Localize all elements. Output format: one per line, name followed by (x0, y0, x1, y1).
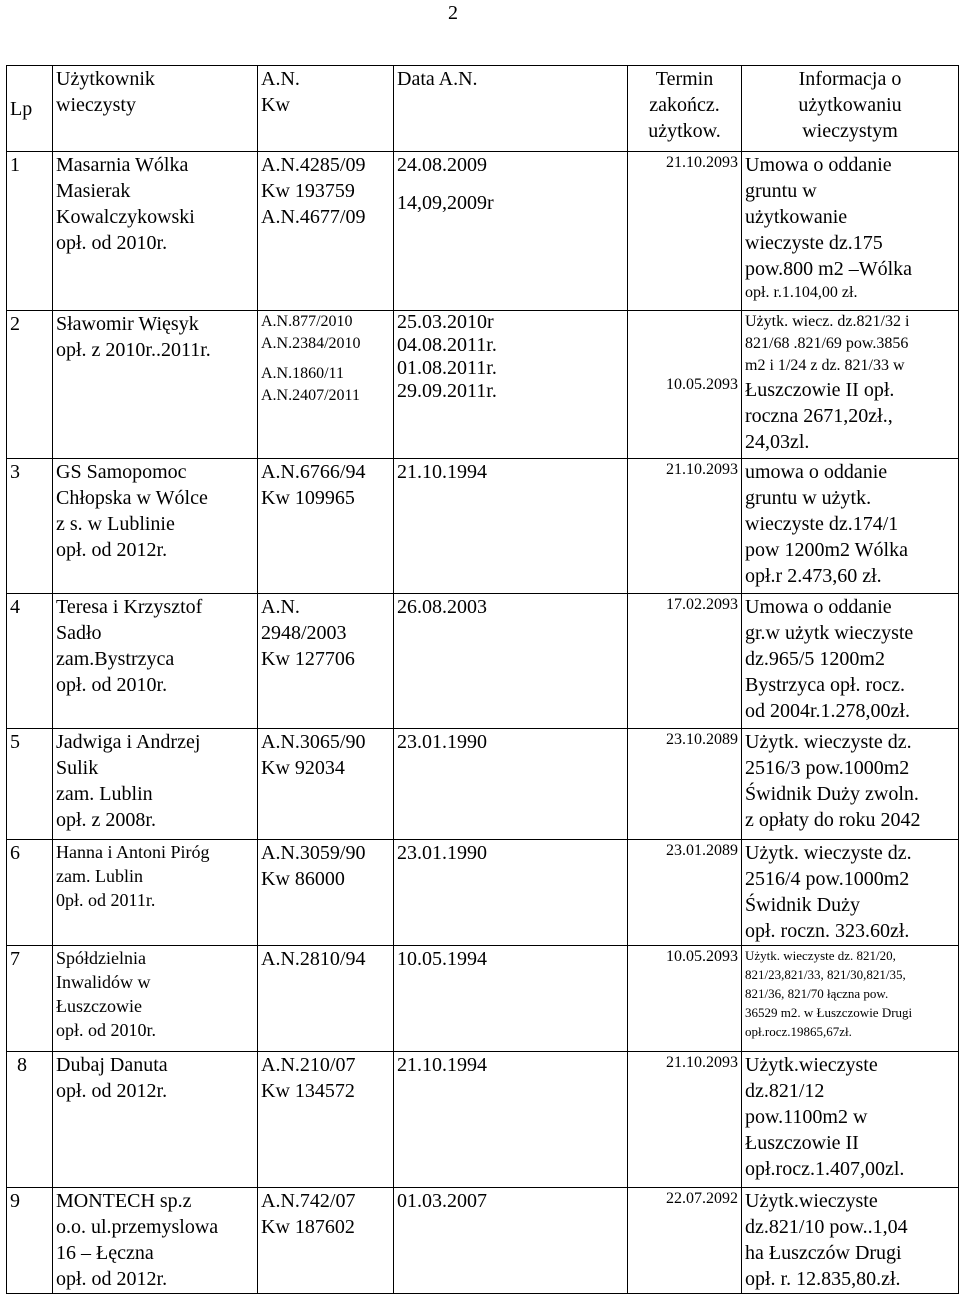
cell-date-line: 01.03.2007 (397, 1190, 487, 1212)
cell-date-line: 21.10.1994 (397, 461, 487, 483)
cell-user-line: opł. z 2010r..2011r. (56, 339, 211, 361)
cell-user (53, 946, 258, 1052)
cell-info-line: Łuszczowie II opł. (745, 379, 895, 401)
cell-date-line: 29.09.2011r. (397, 380, 497, 402)
cell-info-line: pow 1200m2 Wólka (745, 539, 908, 561)
cell-info (742, 1188, 959, 1294)
header-an (258, 66, 394, 152)
cell-info-line: 2516/4 pow.1000m2 (745, 868, 910, 890)
cell-info-line: 2516/3 pow.1000m2 (745, 757, 910, 779)
cell-term (628, 1052, 742, 1188)
cell-info-line: Użytk. wieczyste dz. (745, 731, 912, 753)
cell-user-line: zam. Lublin (56, 783, 153, 805)
cell-an (258, 459, 394, 594)
cell-term (628, 1188, 742, 1294)
cell-term (628, 840, 742, 946)
cell-date-line: 01.08.2011r. (397, 357, 497, 379)
header-info-line: wieczystym (802, 120, 898, 142)
cell-user-line: Sulik (56, 757, 99, 779)
cell-an-line: Kw 92034 (261, 757, 345, 779)
cell-term-line: 10.05.2093 (666, 948, 738, 965)
cell-info (742, 594, 959, 729)
cell-an-line: Kw 187602 (261, 1216, 355, 1238)
cell-an-line: A.N. (261, 596, 300, 618)
cell-user (53, 840, 258, 946)
cell-term (628, 311, 742, 459)
cell-user (53, 1052, 258, 1188)
cell-an-line: A.N.3065/90 (261, 731, 366, 753)
cell-an (258, 946, 394, 1052)
cell-lp: 7 (7, 946, 53, 1052)
cell-info (742, 311, 959, 459)
cell-an-line: A.N.4677/09 (261, 206, 366, 228)
cell-an-line: Kw 109965 (261, 487, 355, 509)
header-info (742, 66, 959, 152)
header-user-line: Użytkownik (56, 68, 155, 90)
header-term-line: Termin (655, 68, 714, 90)
cell-an-line: Kw 127706 (261, 648, 355, 670)
cell-an (258, 311, 394, 459)
cell-info-line: Umowa o oddanie (745, 596, 892, 618)
cell-an-line: A.N.2407/2011 (261, 387, 360, 404)
cell-user (53, 594, 258, 729)
cell-info-line: gr.w użytk wieczyste (745, 622, 914, 644)
cell-user (53, 152, 258, 311)
cell-date-line: 21.10.1994 (397, 1054, 487, 1076)
cell-date (394, 459, 628, 594)
cell-info-line: użytkowanie (745, 206, 848, 228)
header-info-line: Informacja o (798, 68, 902, 90)
cell-info-line: Użytk. wieczyste dz. 821/20, (745, 948, 896, 963)
cell-lp: 8 (7, 1052, 53, 1188)
cell-lp: 3 (7, 459, 53, 594)
cell-term-line: 21.10.2093 (666, 154, 738, 171)
cell-lp: 2 (7, 311, 53, 459)
cell-user (53, 1188, 258, 1294)
header-term-line: zakończ. (649, 94, 720, 116)
cell-user-line: Teresa i Krzysztof (56, 596, 203, 618)
cell-date-line: 26.08.2003 (397, 596, 487, 618)
cell-info-line: gruntu w użytk. (745, 487, 872, 509)
cell-info-line: opł. roczn. 323.60zł. (745, 920, 910, 942)
cell-date (394, 1052, 628, 1188)
cell-user-line: Jadwiga i Andrzej (56, 731, 201, 753)
cell-info-line: pow.800 m2 –Wólka (745, 258, 913, 280)
cell-user-line: Masierak (56, 180, 131, 202)
cell-date-line: 24.08.2009 (397, 154, 487, 176)
cell-info-line: dz.821/10 pow..1,04 (745, 1216, 908, 1238)
cell-user-line: opł. od 2012r. (56, 1268, 168, 1290)
cell-user-line: opł. od 2010r. (56, 232, 168, 254)
cell-an-line: A.N.210/07 (261, 1054, 356, 1076)
header-an-line: Kw (261, 94, 290, 116)
header-info-line: użytkowaniu (798, 94, 902, 116)
table-row (7, 729, 959, 840)
cell-info-line: roczna 2671,20zł., (745, 405, 893, 427)
cell-info-line: Umowa o oddanie (745, 154, 892, 176)
cell-user-line: Hanna i Antoni Piróg (56, 842, 210, 862)
cell-user-line: Kowalczykowski (56, 206, 195, 228)
land-use-table (6, 65, 959, 1294)
cell-info-line: opł.rocz.19865,67zł. (745, 1024, 852, 1039)
cell-info-line: z opłaty do roku 2042 (745, 809, 921, 831)
cell-info-line: opł. r.1.104,00 zł. (745, 284, 858, 301)
cell-user-line: opł. od 2010r. (56, 1020, 157, 1040)
cell-info-line: wieczyste dz.174/1 (745, 513, 899, 535)
cell-lp: 6 (7, 840, 53, 946)
cell-info-line: opł.rocz.1.407,00zl. (745, 1158, 905, 1180)
cell-an (258, 729, 394, 840)
cell-an-line: A.N.1860/11 (261, 365, 344, 382)
cell-an (258, 1052, 394, 1188)
cell-lp: 9 (7, 1188, 53, 1294)
cell-term-line: 10.05.2093 (666, 375, 738, 393)
table-row (7, 594, 959, 729)
header-date-line: Data A.N. (397, 68, 478, 90)
cell-an (258, 840, 394, 946)
cell-info (742, 152, 959, 311)
cell-user-line: 16 – Łęczna (56, 1242, 154, 1264)
table-row (7, 1052, 959, 1188)
header-date (394, 66, 628, 152)
cell-user-line: Chłopska w Wólce (56, 487, 208, 509)
cell-an-line: A.N.2810/94 (261, 948, 366, 970)
cell-info-line: pow.1100m2 w (745, 1106, 868, 1128)
header-term (628, 66, 742, 152)
cell-lp: 5 (7, 729, 53, 840)
cell-info-line: Użytk. wieczyste dz. (745, 842, 912, 864)
cell-info-line: dz.965/5 1200m2 (745, 648, 885, 670)
table-row (7, 152, 959, 311)
cell-info-line: dz.821/12 (745, 1080, 825, 1102)
cell-date-line: 14,09,2009r (397, 192, 494, 214)
header-user (53, 66, 258, 152)
cell-term (628, 946, 742, 1052)
cell-user-line: z s. w Lublinie (56, 513, 175, 535)
cell-an (258, 152, 394, 311)
cell-info-line: Bystrzyca opł. rocz. (745, 674, 905, 696)
header-user-line: wieczysty (56, 94, 136, 116)
table-row (7, 946, 959, 1052)
cell-info-line: 24,03zl. (745, 431, 810, 453)
cell-user-line: opł. od 2010r. (56, 674, 168, 696)
cell-user-line: o.o. ul.przemyslowa (56, 1216, 219, 1238)
cell-term (628, 729, 742, 840)
cell-user-line: GS Samopomoc (56, 461, 187, 483)
cell-user-line: Łuszczowie (56, 996, 142, 1016)
cell-date (394, 311, 628, 459)
cell-user-line: opł. z 2008r. (56, 809, 156, 831)
cell-info-line: m2 i 1/24 z dz. 821/33 w (745, 357, 905, 374)
cell-date (394, 946, 628, 1052)
cell-info-line: od 2004r.1.278,00zł. (745, 700, 910, 722)
cell-lp: 4 (7, 594, 53, 729)
cell-an-line: A.N.742/07 (261, 1190, 356, 1212)
cell-info (742, 840, 959, 946)
page-number: 2 (448, 2, 458, 24)
cell-user-line: Spółdzielnia (56, 948, 146, 968)
cell-user-line: Inwalidów w (56, 972, 151, 992)
cell-date-line: 23.01.1990 (397, 731, 487, 753)
cell-date-line: 23.01.1990 (397, 842, 487, 864)
cell-info-line: opł. r. 12.835,80.zł. (745, 1268, 901, 1290)
cell-info-line: umowa o oddanie (745, 461, 888, 483)
table-row (7, 459, 959, 594)
header-term-line: użytkow. (648, 120, 721, 142)
cell-an-line: A.N.877/2010 (261, 313, 353, 330)
cell-info-line: Użytk.wieczyste (745, 1054, 878, 1076)
header-row (7, 66, 959, 152)
cell-an-line: A.N.3059/90 (261, 842, 366, 864)
cell-user-line: opł. od 2012r. (56, 1080, 168, 1102)
header-lp: Lp (7, 66, 53, 152)
cell-an-line: A.N.2384/2010 (261, 335, 361, 352)
cell-info-line: 36529 m2. w Łuszczowie Drugi (745, 1005, 913, 1020)
cell-term (628, 594, 742, 729)
cell-an-line: 2948/2003 (261, 622, 347, 644)
cell-info (742, 459, 959, 594)
cell-user-line: Sadło (56, 622, 102, 644)
cell-info-line: 821/68 .821/69 pow.3856 (745, 335, 909, 352)
cell-an-line: Kw 86000 (261, 868, 345, 890)
cell-date (394, 594, 628, 729)
cell-date (394, 840, 628, 946)
table-row (7, 311, 959, 459)
cell-info-line: Świdnik Duży (745, 894, 860, 916)
cell-user-line: 0pł. od 2011r. (56, 890, 156, 910)
cell-info-line: Użytk. wiecz. dz.821/32 i (745, 313, 910, 330)
cell-date-line: 25.03.2010r (397, 311, 494, 333)
cell-user-line: Masarnia Wólka (56, 154, 189, 176)
cell-date (394, 1188, 628, 1294)
cell-user (53, 459, 258, 594)
cell-term-line: 23.10.2089 (666, 731, 738, 748)
cell-an-line: A.N.6766/94 (261, 461, 366, 483)
cell-info (742, 1052, 959, 1188)
cell-user-line: opł. od 2012r. (56, 539, 168, 561)
cell-an-line: Kw 193759 (261, 180, 355, 202)
cell-term (628, 459, 742, 594)
cell-user (53, 729, 258, 840)
cell-lp: 1 (7, 152, 53, 311)
cell-user-line: MONTECH sp.z (56, 1190, 192, 1212)
header-an-line: A.N. (261, 68, 300, 90)
cell-date-line: 10.05.1994 (397, 948, 487, 970)
cell-term-line: 21.10.2093 (666, 461, 738, 478)
cell-info-line: opł.r 2.473,60 zł. (745, 565, 882, 587)
cell-date (394, 729, 628, 840)
cell-user-line: zam. Lublin (56, 866, 143, 886)
cell-term-line: 17.02.2093 (666, 596, 738, 613)
cell-term-line: 22.07.2092 (666, 1190, 738, 1207)
cell-an (258, 594, 394, 729)
cell-date-line: 04.08.2011r. (397, 334, 497, 356)
cell-info-line: 821/23,821/33, 821/30,821/35, (745, 967, 906, 982)
cell-user-line: Sławomir Więsyk (56, 313, 199, 335)
table-row (7, 840, 959, 946)
cell-term-line: 23.01.2089 (666, 842, 738, 859)
cell-info-line: ha Łuszczów Drugi (745, 1242, 902, 1264)
cell-info (742, 729, 959, 840)
cell-term-line: 21.10.2093 (666, 1054, 738, 1071)
cell-info-line: Użytk.wieczyste (745, 1190, 878, 1212)
cell-info-line: 821/36, 821/70 łączna pow. (745, 986, 889, 1001)
cell-an-line: A.N.4285/09 (261, 154, 366, 176)
table-row (7, 1188, 959, 1294)
cell-info-line: Świdnik Duży zwoln. (745, 783, 919, 805)
cell-info-line: Łuszczowie II (745, 1132, 859, 1154)
cell-info-line: gruntu w (745, 180, 817, 202)
cell-term (628, 152, 742, 311)
cell-user-line: Dubaj Danuta (56, 1054, 168, 1076)
cell-user-line: zam.Bystrzyca (56, 648, 175, 670)
cell-info-line: wieczyste dz.175 (745, 232, 883, 254)
cell-an-line: Kw 134572 (261, 1080, 355, 1102)
cell-user (53, 311, 258, 459)
cell-date (394, 152, 628, 311)
cell-info (742, 946, 959, 1052)
cell-an (258, 1188, 394, 1294)
